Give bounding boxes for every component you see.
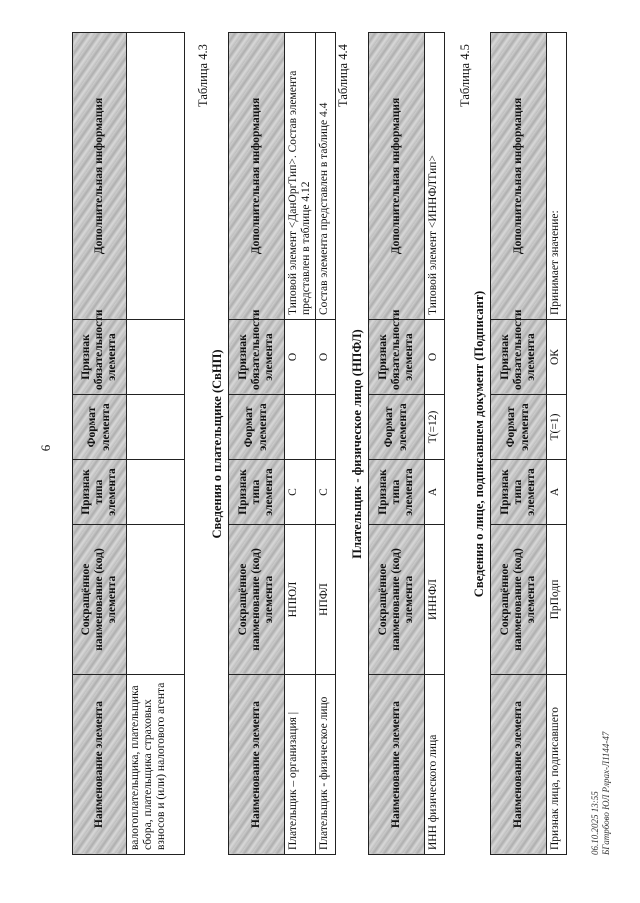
continuation-table [72, 32, 185, 855]
cell-code: НПФЛ [316, 525, 336, 675]
cell-info [127, 33, 185, 320]
table-4-4-title: Плательщик - физическое лицо (НПФЛ) [350, 329, 364, 559]
header-required: Признак обязательности элемента [369, 320, 425, 395]
table-row: Признак лица, подписавшего [547, 675, 567, 855]
cell-required: О [425, 320, 445, 395]
table-4-3-label: Таблица 4.3 [196, 44, 210, 107]
header-name: Наименование элемента [73, 675, 127, 855]
cell-format [285, 395, 316, 460]
stamp-ref: БГатрбово ЮЛ Рлрах-Л1144-47 [600, 731, 611, 855]
header-type: Признак типа элемента [369, 460, 425, 525]
cell-info: Типовой элемент <ДанОргТип>. Состав элемента представлен в таблице 4.12 [285, 33, 316, 320]
cell-code: НПЮЛ [285, 525, 316, 675]
document-stamp [590, 732, 612, 855]
cell-format [316, 395, 336, 460]
cell-code [127, 525, 185, 675]
cell-info: Типовой элемент <ИННФЛТип> [425, 33, 445, 320]
header-info: Дополнительная информация [491, 33, 547, 320]
header-name: Наименование элемента [229, 675, 285, 855]
header-type: Признак типа элемента [73, 460, 127, 525]
header-code: Сокращённое наименование (код) элемента [369, 525, 425, 675]
table-row: Плательщик – организация | [285, 675, 316, 855]
table-4-5-title: Сведения о лице, подписавшем документ (Подписант) [472, 290, 486, 598]
cell-code: ПрПодп [547, 525, 567, 675]
cell-required: О [285, 320, 316, 395]
header-name: Наименование элемента [491, 675, 547, 855]
cell-required: ОК [547, 320, 567, 395]
header-format: Формат элемента [73, 395, 127, 460]
page-number: 6 [38, 444, 53, 452]
header-format: Формат элемента [229, 395, 285, 460]
header-type: Признак типа элемента [491, 460, 547, 525]
header-type: Признак типа элемента [229, 460, 285, 525]
header-required: Признак обязательности элемента [491, 320, 547, 395]
cell-format: Т(=1) [547, 395, 567, 460]
cell-info: Принимает значение: [547, 33, 567, 320]
header-format: Формат элемента [491, 395, 547, 460]
header-required: Признак обязательности элемента [229, 320, 285, 395]
header-code: Сокращённое наименование (код) элемента [491, 525, 547, 675]
header-info: Дополнительная информация [369, 33, 425, 320]
cell-format: Т(=12) [425, 395, 445, 460]
table-4-3-title: Сведения о плательщике (СвНП) [210, 349, 224, 539]
cell-name: валогоплательщика, плательщика сбора, плательщика страховых взносов и (или) налогового агента [127, 675, 185, 855]
cell-required: О [316, 320, 336, 395]
cell-type: С [316, 460, 336, 525]
header-info: Дополнительная информация [229, 33, 285, 320]
cell-info: Состав элемента представлен в таблице 4.4 [316, 33, 336, 320]
table-4-5 [490, 32, 567, 855]
header-name: Наименование элемента [369, 675, 425, 855]
table-4-5-label: Таблица 4.5 [458, 44, 472, 107]
header-code: Сокращённое наименование (код) элемента [229, 525, 285, 675]
table-4-4 [368, 32, 445, 855]
cell-type [127, 460, 185, 525]
cell-type: А [547, 460, 567, 525]
cell-format [127, 395, 185, 460]
header-required: Признак обязательности элемента [73, 320, 127, 395]
header-code: Сокращённое наименование (код) элемента [73, 525, 127, 675]
table-row: Плательщик - физическое лицо [316, 675, 336, 855]
header-format: Формат элемента [369, 395, 425, 460]
cell-required [127, 320, 185, 395]
table-4-4-label: Таблица 4.4 [336, 44, 350, 107]
table-row: ИНН физического лица [425, 675, 445, 855]
header-info: Дополнительная информация [73, 33, 127, 320]
stamp-date: 06.10.2025 13:55 [590, 791, 600, 855]
table-4-3 [228, 32, 336, 855]
cell-type: С [285, 460, 316, 525]
cell-type: А [425, 460, 445, 525]
cell-code: ИННФЛ [425, 525, 445, 675]
